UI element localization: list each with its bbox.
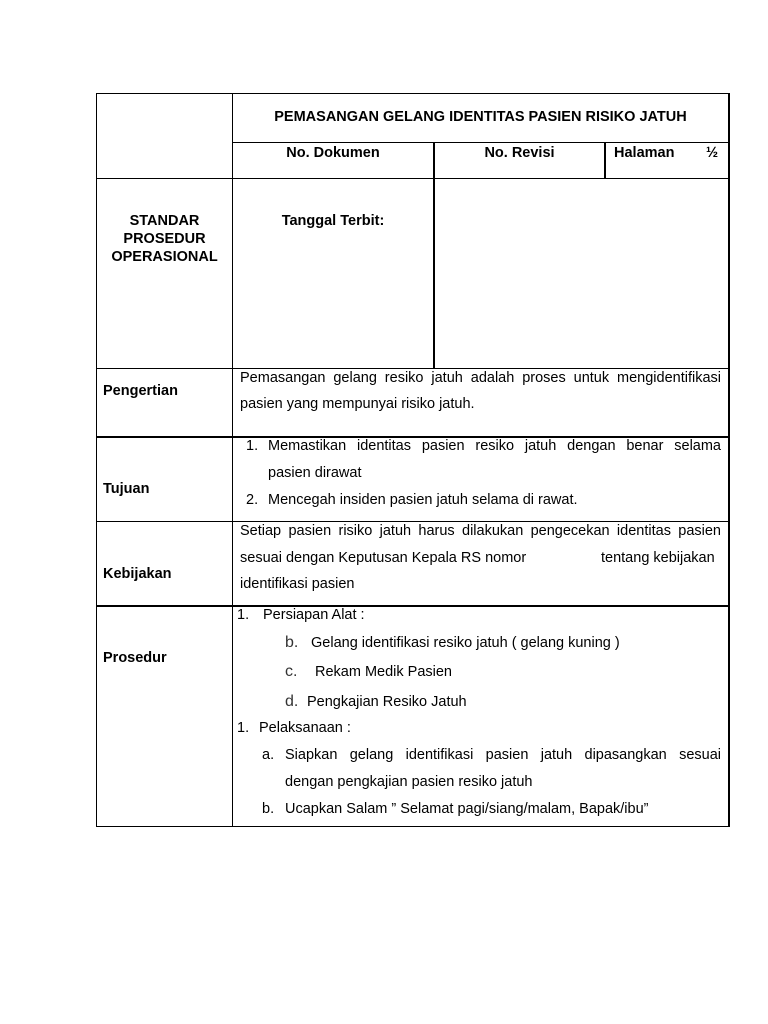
label-column-divider <box>232 93 233 827</box>
alat-item-b-text: Gelang identifikasi resiko jatuh ( gelang kuning ) <box>311 635 620 651</box>
sop-title-line3: OPERASIONAL <box>111 249 218 265</box>
sop-title <box>97 212 232 266</box>
sop-block-divider <box>96 368 730 369</box>
alat-item-c-text: Rekam Medik Pasien <box>315 664 452 680</box>
alat-item-d-marker: d. <box>285 693 299 710</box>
sop-title-line2: PROSEDUR <box>123 231 206 247</box>
kebijakan-line2-right: tentang kebijakan <box>601 550 715 566</box>
table-border-top <box>96 93 730 94</box>
title-row-divider <box>232 142 730 143</box>
header-row-divider <box>96 178 730 179</box>
tujuan-label: Tujuan <box>103 481 150 497</box>
tujuan-item-1-line2: pasien dirawat <box>268 465 362 481</box>
step-b-line1: Ucapkan Salam ” Selamat pagi/siang/malam, Bapak/ibu” <box>285 801 649 817</box>
table-border-left <box>96 93 97 827</box>
no-dokumen-label: No. Dokumen <box>286 145 380 161</box>
tujuan-divider <box>96 521 730 522</box>
step-a-marker: a. <box>262 747 275 763</box>
kebijakan-line2-left: sesuai dengan Keputusan Kepala RS nomor <box>240 550 527 566</box>
tanggal-terbit-label: Tanggal Terbit: <box>281 213 385 229</box>
step-a-line2: dengan pengkajian pasien resiko jatuh <box>285 774 533 790</box>
prosedur-label: Prosedur <box>103 650 167 666</box>
pelaksanaan-label: Pelaksanaan : <box>259 720 351 736</box>
step-b-marker: b. <box>262 801 275 817</box>
kebijakan-divider <box>96 605 730 607</box>
alat-item-d-text: Pengkajian Resiko Jatuh <box>307 694 467 710</box>
dokumen-revisi-divider <box>433 142 435 369</box>
pelaksanaan-marker: 1. <box>237 720 250 736</box>
table-border-right <box>728 93 730 827</box>
tujuan-item-1-line1: Memastikan identitas pasien resiko jatuh dengan benar selama <box>268 438 721 454</box>
kebijakan-line1: Setiap pasien risiko jatuh harus dilakukan pengecekan identitas pasien <box>240 523 721 539</box>
pengertian-label: Pengertian <box>103 383 178 399</box>
kebijakan-line3: identifikasi pasien <box>240 576 355 592</box>
tujuan-item-1-marker: 1. <box>246 438 259 454</box>
halaman-value: ½ <box>706 145 719 161</box>
document-title: PEMASANGAN GELANG IDENTITAS PASIEN RISIKO JATUH <box>274 109 687 125</box>
no-revisi-label: No. Revisi <box>484 145 555 161</box>
table-border-bottom <box>96 826 730 827</box>
halaman-label: Halaman <box>614 145 675 161</box>
alat-item-c-marker: c. <box>285 663 298 680</box>
persiapan-label: Persiapan Alat : <box>263 607 365 623</box>
tujuan-item-2-marker: 2. <box>246 492 259 508</box>
sop-title-line1: STANDAR <box>129 213 200 229</box>
pengertian-line2: pasien yang mempunyai risiko jatuh. <box>240 396 475 412</box>
step-a-line1: Siapkan gelang identifikasi pasien jatuh dipasangkan sesuai <box>285 747 721 763</box>
alat-item-b-marker: b. <box>285 634 299 651</box>
revisi-halaman-divider <box>604 142 606 179</box>
kebijakan-label: Kebijakan <box>103 566 172 582</box>
persiapan-marker: 1. <box>237 607 250 623</box>
pengertian-line1: Pemasangan gelang resiko jatuh adalah proses untuk mengidentifikasi <box>240 370 721 386</box>
tujuan-item-2-line1: Mencegah insiden pasien jatuh selama di rawat. <box>268 492 578 508</box>
